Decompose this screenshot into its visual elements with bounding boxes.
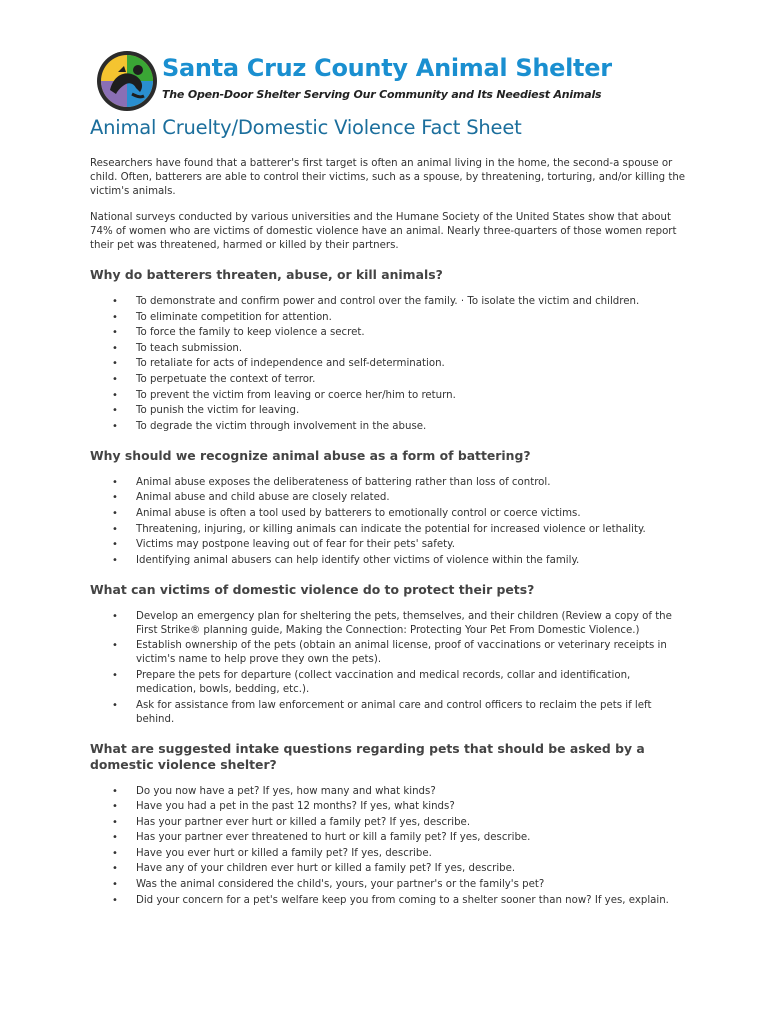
bullet-dot-icon: • — [112, 832, 118, 844]
bullet-dot-icon: • — [112, 894, 118, 906]
list-item — [90, 816, 690, 830]
bullet-dot-icon: • — [112, 342, 118, 354]
list-item-text: Have you had a pet in the past 12 months? If yes, what kinds? — [136, 801, 455, 813]
list-item-text: To perpetuate the context of terror. — [136, 373, 316, 385]
list-item — [90, 311, 690, 325]
list-item — [90, 342, 690, 356]
document-body — [90, 116, 690, 918]
list-item-text: Identifying animal abusers can help identify other victims of violence within the family. — [136, 554, 580, 566]
bullet-dot-icon: • — [112, 801, 118, 813]
list-item-text: Animal abuse is often a tool used by batterers to emotionally control or coerce victims. — [136, 507, 581, 519]
bullet-dot-icon: • — [112, 785, 118, 797]
list-item — [90, 610, 690, 638]
section-heading-why-threaten: Why do batterers threaten, abuse, or kill animals? — [90, 267, 443, 282]
list-item-text: Animal abuse and child abuse are closely related. — [136, 492, 390, 504]
bullet-dot-icon: • — [112, 879, 118, 891]
section-heading-why-recognize: Why should we recognize animal abuse as a form of battering? — [90, 447, 531, 463]
list-item — [90, 800, 690, 814]
list-item — [90, 554, 690, 568]
list-item — [90, 295, 690, 309]
list-item-text: Ask for assistance from law enforcement or animal care and control officers to reclaim the pets if left behind. — [136, 699, 652, 725]
bullet-dot-icon: • — [112, 539, 118, 551]
list-item-text: Has your partner ever threatened to hurt or kill a family pet? If yes, describe. — [136, 832, 531, 844]
list-item-text: To punish the victim for leaving. — [136, 405, 300, 417]
page-title: Animal Cruelty/Domestic Violence Fact Sheet — [90, 116, 522, 139]
list-item — [90, 389, 690, 403]
list-item — [90, 491, 690, 505]
list-item-text: To retaliate for acts of independence and self-determination. — [136, 358, 445, 370]
organization-tagline: The Open-Door Shelter Serving Our Community and Its Neediest Animals — [162, 88, 602, 101]
list-item — [90, 507, 690, 521]
bullet-dot-icon: • — [112, 389, 118, 401]
list-item-text: Was the animal considered the child's, yours, your partner's or the family's pet? — [136, 879, 545, 891]
list-item-text: To prevent the victim from leaving or coerce her/him to return. — [136, 389, 456, 401]
list-item — [90, 357, 690, 371]
bullet-dot-icon: • — [112, 405, 118, 417]
shelter-logo-icon — [96, 50, 158, 112]
list-item — [90, 669, 690, 697]
bullet-dot-icon: • — [112, 816, 118, 828]
bullet-list-why-threaten — [90, 295, 690, 434]
list-item-text: Develop an emergency plan for sheltering the pets, themselves, and their children (Review a copy of the First Strike® planning guide, Making the Connection: Protecting Your Pet From Domestic Violence.) — [136, 610, 672, 636]
list-item — [90, 699, 690, 727]
bullet-dot-icon: • — [112, 507, 118, 519]
list-item-text: Animal abuse exposes the deliberateness of battering rather than loss of control. — [136, 476, 551, 488]
section-heading-protect-pets: What can victims of domestic violence do to protect their pets? — [90, 581, 535, 597]
bullet-dot-icon: • — [112, 327, 118, 339]
list-item — [90, 404, 690, 418]
list-item — [90, 639, 690, 667]
bullet-dot-icon: • — [112, 420, 118, 432]
bullet-dot-icon: • — [112, 847, 118, 859]
list-item — [90, 373, 690, 387]
list-item-text: To teach submission. — [136, 342, 243, 354]
list-item-text: Prepare the pets for departure (collect vaccination and medical records, collar and identification, medication, bowls, bedding, etc.). — [136, 669, 631, 695]
list-item — [90, 538, 690, 552]
list-item-text: To force the family to keep violence a secret. — [136, 327, 365, 339]
list-item-text: To demonstrate and confirm power and control over the family. · To isolate the victim and children. — [136, 296, 640, 307]
intro-paragraph: Researchers have found that a batterer's first target is often an animal living in the home, the second-a spouse or child. Often, batterers are able to control their victims, such as a spouse, by threatening, torturing, and/or killing the victim's animals. — [90, 158, 686, 197]
bullet-dot-icon: • — [112, 373, 118, 385]
bullet-dot-icon: • — [112, 523, 118, 535]
list-item-text: Has your partner ever hurt or killed a family pet? If yes, describe. — [136, 816, 471, 828]
bullet-dot-icon: • — [112, 863, 118, 875]
bullet-dot-icon: • — [112, 640, 118, 652]
bullet-list-why-recognize — [90, 476, 690, 568]
organization-name: Santa Cruz County Animal Shelter — [162, 54, 612, 82]
list-item-text: Threatening, injuring, or killing animals can indicate the potential for increased violence or lethality. — [136, 523, 646, 535]
list-item — [90, 420, 690, 434]
bullet-dot-icon: • — [112, 610, 118, 622]
list-item-text: Establish ownership of the pets (obtain an animal license, proof of vaccinations or veterinary receipts in victim's name to help prove they own the pets). — [136, 640, 667, 666]
list-item — [90, 862, 690, 876]
list-item — [90, 847, 690, 861]
list-item-text: Do you now have a pet? If yes, how many and what kinds? — [136, 785, 436, 797]
list-item — [90, 831, 690, 845]
bullet-dot-icon: • — [112, 358, 118, 370]
letterhead — [96, 46, 612, 112]
section-heading-intake-questions: What are suggested intake questions regarding pets that should be asked by a domestic violence shelter? — [90, 740, 645, 772]
bullet-dot-icon: • — [112, 699, 118, 711]
bullet-dot-icon: • — [112, 554, 118, 566]
bullet-dot-icon: • — [112, 669, 118, 681]
list-item-text: Did your concern for a pet's welfare keep you from coming to a shelter sooner than now? If yes, explain. — [136, 894, 669, 906]
bullet-dot-icon: • — [112, 476, 118, 488]
intro-paragraph: National surveys conducted by various universities and the Humane Society of the United States show that about 74% of women who are victims of domestic violence have an animal. Nearly three-quarters of those women report their pet was threatened, harmed or killed by their partners. — [90, 212, 677, 251]
bullet-dot-icon: • — [112, 311, 118, 323]
bullet-list-protect-pets — [90, 610, 690, 727]
list-item-text: To eliminate competition for attention. — [136, 311, 332, 323]
bullet-dot-icon: • — [112, 492, 118, 504]
bullet-list-intake-questions — [90, 785, 690, 908]
list-item-text: Have any of your children ever hurt or killed a family pet? If yes, describe. — [136, 863, 516, 875]
list-item-text: Victims may postpone leaving out of fear for their pets' safety. — [136, 539, 455, 551]
list-item-text: Have you ever hurt or killed a family pet? If yes, describe. — [136, 847, 432, 859]
list-item — [90, 476, 690, 490]
list-item — [90, 785, 690, 799]
list-item — [90, 878, 690, 892]
list-item — [90, 523, 690, 537]
bullet-dot-icon: • — [112, 296, 118, 307]
list-item — [90, 326, 690, 340]
list-item — [90, 894, 690, 908]
list-item-text: To degrade the victim through involvement in the abuse. — [136, 420, 427, 432]
